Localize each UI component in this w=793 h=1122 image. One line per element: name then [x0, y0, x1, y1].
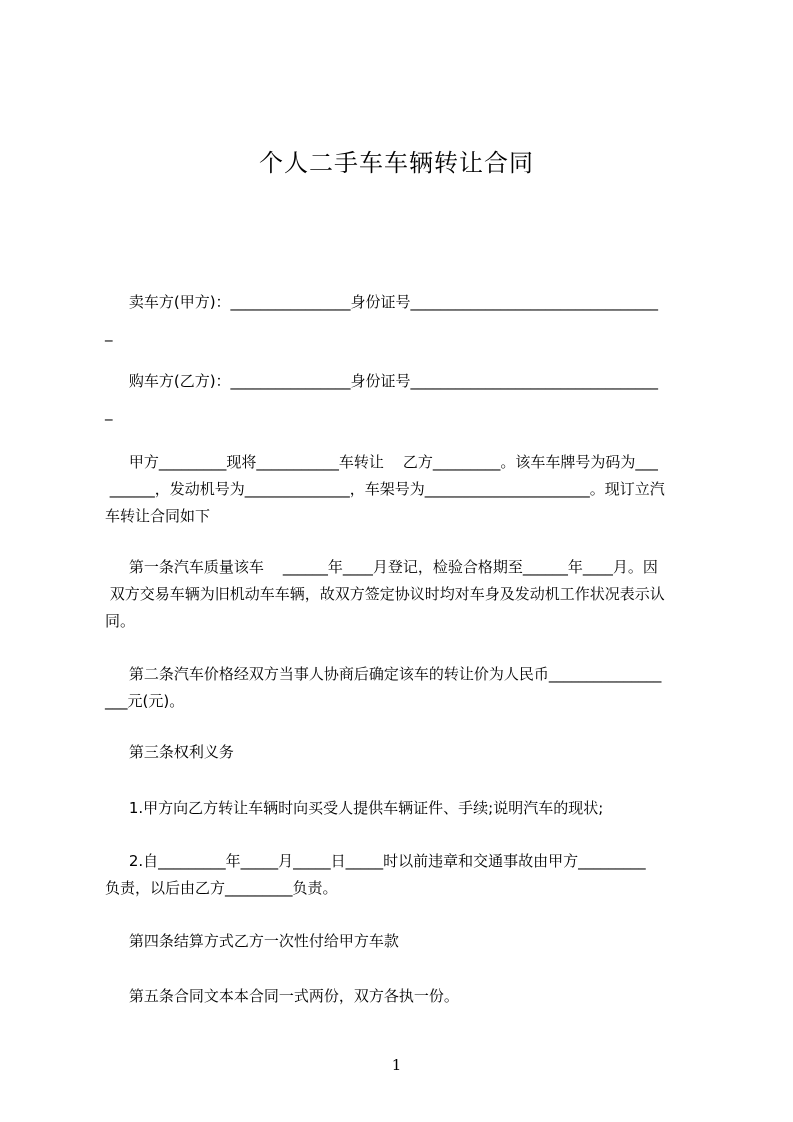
- page-number: 1: [391, 1056, 402, 1074]
- article-3-item-2-line-2: 负责，以后由乙方_________负责。: [105, 879, 338, 897]
- seller-line-wrap: _: [105, 324, 113, 342]
- article-1-line-1: 第一条汽车质量该车 ______年____月登记，检验合格期至______年____月。因: [105, 558, 658, 576]
- article-3-heading: 第三条权利义务: [105, 743, 234, 761]
- article-1-line-2: 双方交易车辆为旧机动车车辆，故双方签定协议时均对车身及发动机工作状况表示认: [105, 585, 665, 603]
- article-1-line-3: 同。: [105, 612, 136, 630]
- transfer-paragraph-line-1: 甲方_________现将___________车转让 乙方_________。该车车牌号为码为___: [105, 453, 658, 471]
- article-2-line-2: ___元(元)。: [105, 692, 185, 710]
- document-title: 个人二手车车辆转让合同: [259, 149, 534, 177]
- article-4: 第四条结算方式乙方一次性付给甲方车款: [105, 932, 399, 950]
- transfer-paragraph-line-3: 车转让合同如下: [105, 507, 211, 525]
- buyer-line: 购车方(乙方)：________________身份证号_________________________________: [105, 372, 659, 390]
- article-3-item-2-line-1: 2.自_________年_____月_____日_____时以前违章和交通事故由甲方_________: [105, 852, 646, 870]
- article-3-item-1: 1.甲方向乙方转让车辆时向买受人提供车辆证件、手续;说明汽车的现状;: [105, 799, 604, 817]
- article-2-line-1: 第二条汽车价格经双方当事人协商后确定该车的转让价为人民币_______________: [105, 665, 662, 683]
- transfer-paragraph-line-2: ______，发动机号为______________，车架号为______________________。现订立汽: [105, 480, 665, 498]
- seller-line: 卖车方(甲方)：________________身份证号_________________________________: [105, 293, 659, 311]
- buyer-line-wrap: _: [105, 403, 113, 421]
- article-5: 第五条合同文本本合同一式两份，双方各执一份。: [105, 987, 459, 1005]
